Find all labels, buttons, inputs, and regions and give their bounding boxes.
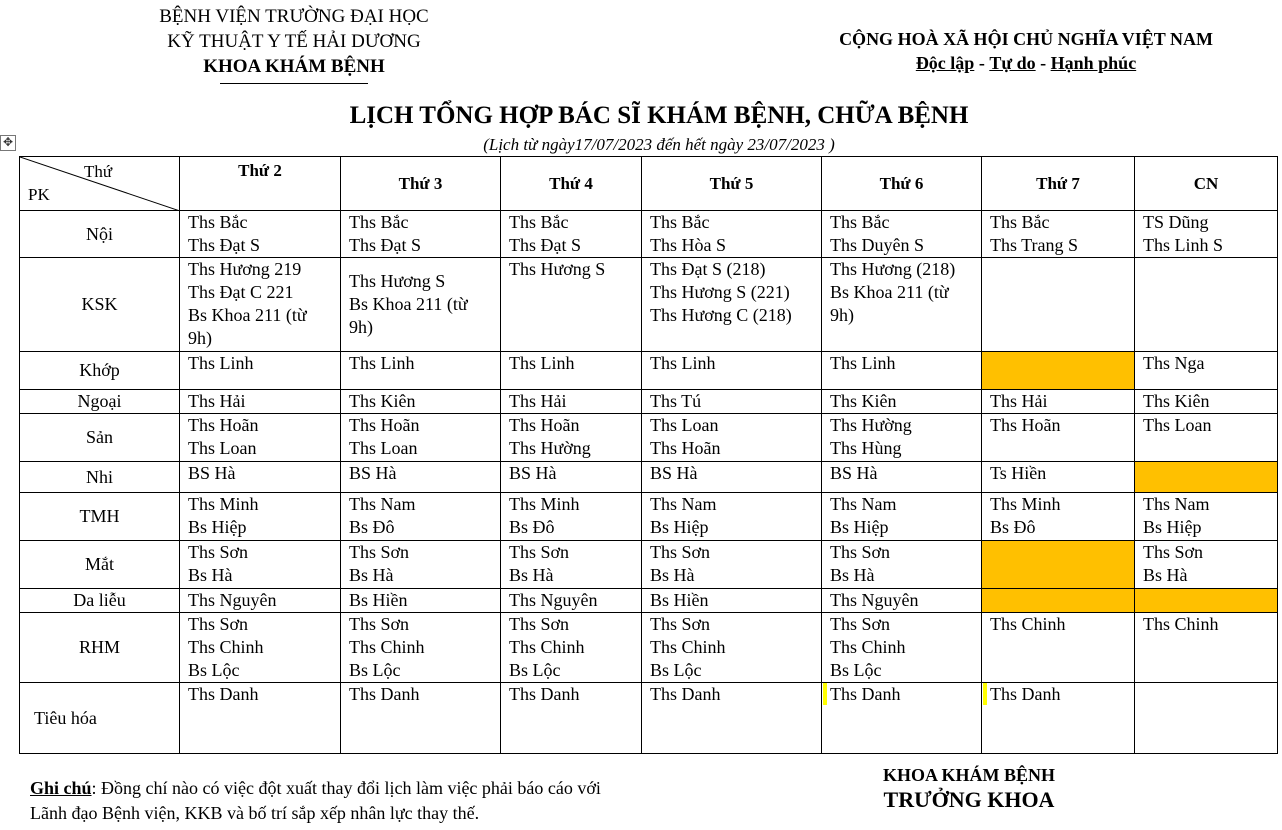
doctor-entry: Bs Hà <box>509 565 554 585</box>
schedule-cell <box>501 493 642 541</box>
schedule-cell <box>642 258 822 352</box>
doctor-entry: Ths Chinh <box>188 637 264 657</box>
schedule-cell <box>982 493 1135 541</box>
doctor-entry: Ths Bắc <box>349 212 409 232</box>
doctor-entry: Bs Hiệp <box>1143 517 1202 537</box>
schedule-cell <box>982 414 1135 462</box>
note <box>30 776 630 826</box>
doctor-entry: Bs Hà <box>349 565 394 585</box>
doctor-entry: Bs Lộc <box>349 660 401 680</box>
doctor-entry: Bs Hiền <box>650 590 709 610</box>
schedule-cell <box>982 211 1135 258</box>
doctor-entry: Ths Chinh <box>990 614 1066 634</box>
doctor-entry: Ths Bắc <box>509 212 569 232</box>
doctor-entry: Ths Sơn <box>188 542 249 562</box>
schedule-cell <box>982 683 1135 754</box>
doctor-entry: Bs Hà <box>650 565 695 585</box>
corner-clinic-label: PK <box>28 185 50 204</box>
doctor-entry: Bs Hà <box>188 565 233 585</box>
schedule-cell <box>501 211 642 258</box>
doctor-entry: Ths Bắc <box>830 212 890 232</box>
doctor-entry: Bs Lộc <box>509 660 561 680</box>
day-header: Thứ 6 <box>822 157 982 211</box>
schedule-cell <box>501 541 642 589</box>
highlight-marker <box>983 683 987 705</box>
clinic-name: Ngoại <box>20 390 180 414</box>
doctor-entry: Ts Hiền <box>990 463 1047 483</box>
doctor-entry: Bs Khoa 211 (từ 9h) <box>188 305 307 348</box>
national-header <box>806 27 1246 75</box>
schedule-cell <box>642 211 822 258</box>
doctor-entry: Ths Chinh <box>509 637 585 657</box>
clinic-name: Khớp <box>20 352 180 390</box>
doctor-entry: Ths Nguyên <box>188 590 277 610</box>
doctor-entry: Ths Sơn <box>650 542 711 562</box>
motto-happiness: Hạnh phúc <box>1050 53 1137 73</box>
doctor-entry: Ths Chinh <box>349 637 425 657</box>
doctor-entry: Ths Tú <box>650 391 702 411</box>
clinic-row <box>20 462 1278 493</box>
clinic-name: RHM <box>20 613 180 683</box>
schedule-cell <box>822 211 982 258</box>
doctor-entry: Ths Nam <box>349 494 416 514</box>
doctor-entry: Ths Minh <box>188 494 259 514</box>
doctor-entry: Ths Kiên <box>830 391 897 411</box>
schedule-cell <box>341 493 501 541</box>
doctor-entry: Ths Linh <box>650 353 716 373</box>
department-underline <box>220 83 368 84</box>
schedule-cell <box>180 589 341 613</box>
note-label: Ghi chú <box>30 778 92 798</box>
doctor-entry: Ths Nga <box>1143 353 1205 373</box>
doctor-entry: Ths Hoãn <box>349 415 420 435</box>
doctor-entry: BS Hà <box>830 463 878 483</box>
schedule-cell <box>501 462 642 493</box>
clinic-name: Nhi <box>20 462 180 493</box>
doctor-entry: Bs Khoa 211 (từ 9h) <box>830 282 949 325</box>
schedule-cell <box>341 390 501 414</box>
schedule-cell <box>642 589 822 613</box>
clinic-row <box>20 541 1278 589</box>
schedule-cell <box>642 683 822 754</box>
motto-freedom: Tự do <box>989 53 1036 73</box>
schedule-cell <box>1135 390 1278 414</box>
schedule-cell <box>1135 613 1278 683</box>
doctor-entry: Ths Nguyên <box>509 590 598 610</box>
schedule-cell <box>180 462 341 493</box>
doctor-entry: Bs Lộc <box>650 660 702 680</box>
header-row <box>20 157 1278 211</box>
doctor-entry: Ths Sơn <box>509 614 570 634</box>
schedule-cell <box>642 352 822 390</box>
schedule-cell <box>642 414 822 462</box>
schedule-cell <box>341 613 501 683</box>
doctor-entry: Ths Bắc <box>650 212 710 232</box>
schedule-cell <box>982 390 1135 414</box>
doctor-entry: Ths Đạt S (218) <box>650 259 766 279</box>
schedule-cell <box>180 683 341 754</box>
doctor-entry: Ths Hương (218) <box>830 259 956 279</box>
schedule-cell <box>501 589 642 613</box>
schedule-cell <box>501 683 642 754</box>
doctor-entry: Ths Kiên <box>349 391 416 411</box>
doctor-entry: Ths Đạt S <box>188 235 260 255</box>
doctor-entry: Bs Hiệp <box>650 517 709 537</box>
doctor-entry: Bs Lộc <box>188 660 240 680</box>
clinic-name: TMH <box>20 493 180 541</box>
schedule-cell <box>1135 589 1278 613</box>
nation-name: CỘNG HOÀ XÃ HỘI CHỦ NGHĨA VIỆT NAM <box>839 29 1213 49</box>
doctor-entry: Ths Linh <box>830 353 896 373</box>
schedule-cell <box>341 352 501 390</box>
doctor-entry: Ths Sơn <box>830 614 891 634</box>
schedule-cell <box>1135 352 1278 390</box>
document-title: LỊCH TỔNG HỢP BÁC SĨ KHÁM BỆNH, CHỮA BỆNH <box>349 102 969 129</box>
schedule-cell <box>822 683 982 754</box>
doctor-entry: BS Hà <box>349 463 397 483</box>
doctor-entry: Ths Hương S <box>349 271 446 291</box>
doctor-entry: Ths Hải <box>990 391 1048 411</box>
schedule-cell <box>982 589 1135 613</box>
motto-separator: - <box>1035 53 1051 73</box>
clinic-name: Nội <box>20 211 180 258</box>
doctor-entry: Ths Minh <box>509 494 580 514</box>
doctor-entry: Ths Hùng <box>830 438 902 458</box>
schedule-cell <box>180 258 341 352</box>
doctor-entry: Ths Hương S <box>509 259 606 279</box>
doctor-entry: Ths Hương C (218) <box>650 305 792 325</box>
doctor-entry: TS Dũng <box>1143 212 1209 232</box>
doctor-entry: Ths Linh <box>509 353 575 373</box>
doctor-entry: Ths Sơn <box>349 542 410 562</box>
schedule-cell <box>501 613 642 683</box>
doctor-entry: Ths Hòa S <box>650 235 726 255</box>
hospital-name-line1: BỆNH VIỆN TRƯỜNG ĐẠI HỌC <box>159 6 429 27</box>
doctor-entry: Ths Hương S (221) <box>650 282 790 302</box>
doctor-entry: Ths Linh <box>349 353 415 373</box>
day-header: Thứ 5 <box>642 157 822 211</box>
schedule-cell <box>822 493 982 541</box>
schedule-cell <box>642 541 822 589</box>
schedule-cell <box>822 541 982 589</box>
corner-day-label: Thứ <box>84 162 113 181</box>
doctor-entry: Ths Hoãn <box>509 415 580 435</box>
clinic-row <box>20 352 1278 390</box>
doctor-entry: Ths Minh <box>990 494 1061 514</box>
doctor-entry: Ths Chinh <box>830 637 906 657</box>
schedule-cell <box>822 414 982 462</box>
schedule-cell <box>180 211 341 258</box>
schedule-cell <box>341 462 501 493</box>
doctor-entry: Ths Hoãn <box>188 415 259 435</box>
schedule-cell <box>341 414 501 462</box>
schedule-cell <box>501 390 642 414</box>
schedule-cell <box>822 462 982 493</box>
clinic-name: KSK <box>20 258 180 352</box>
clinic-name: Da liễu <box>20 589 180 613</box>
schedule-cell <box>501 414 642 462</box>
national-motto <box>806 51 1246 75</box>
doctor-entry: Ths Hoãn <box>990 415 1061 435</box>
doctor-entry: Ths Sơn <box>830 542 891 562</box>
doctor-entry: Ths Danh <box>188 684 259 704</box>
schedule-cell <box>341 541 501 589</box>
doctor-entry: Ths Nam <box>1143 494 1210 514</box>
doctor-entry: Bs Hiệp <box>830 517 889 537</box>
schedule-cell <box>982 541 1135 589</box>
highlight-marker <box>823 683 827 705</box>
day-header: Thứ 4 <box>501 157 642 211</box>
doctor-entry: BS Hà <box>188 463 236 483</box>
doctor-entry: Ths Sơn <box>650 614 711 634</box>
doctor-entry: Bs Hiền <box>349 590 408 610</box>
doctor-entry: Ths Nam <box>650 494 717 514</box>
clinic-name: Tiêu hóa <box>20 683 180 754</box>
doctor-entry: Ths Kiên <box>1143 391 1210 411</box>
schedule-cell <box>982 352 1135 390</box>
schedule-cell <box>822 352 982 390</box>
schedule-cell <box>822 390 982 414</box>
schedule-cell <box>341 211 501 258</box>
doctor-entry: Ths Bắc <box>990 212 1050 232</box>
doctor-entry: BS Hà <box>650 463 698 483</box>
schedule-cell <box>822 589 982 613</box>
schedule-cell <box>642 390 822 414</box>
corner-header-cell <box>20 157 180 211</box>
motto-separator: - <box>974 53 990 73</box>
doctor-entry: Bs Lộc <box>830 660 882 680</box>
schedule-cell <box>982 258 1135 352</box>
schedule-cell <box>341 258 501 352</box>
motto-independence: Độc lập <box>915 53 975 73</box>
schedule-cell <box>1135 462 1278 493</box>
doctor-entry: Ths Hải <box>188 391 246 411</box>
doctor-entry: Bs Đô <box>509 517 555 537</box>
doctor-entry: Bs Hà <box>830 565 875 585</box>
day-header: Thứ 7 <box>982 157 1135 211</box>
doctor-entry: Ths Linh S <box>1143 235 1224 255</box>
doctor-entry: Ths Loan <box>349 438 418 458</box>
hospital-name-line2: KỸ THUẬT Y TẾ HẢI DƯƠNG <box>167 31 421 52</box>
schedule-cell <box>1135 211 1278 258</box>
day-header: Thứ 3 <box>341 157 501 211</box>
clinic-row <box>20 493 1278 541</box>
doctor-entry: Ths Đạt C 221 <box>188 282 294 302</box>
schedule-cell <box>501 352 642 390</box>
schedule-cell <box>822 613 982 683</box>
note-text: : Đồng chí nào có việc đột xuất thay đổi lịch làm việc phải báo cáo với Lãnh đạo Bệnh viện, KKB và bố trí sắp xếp nhân lực thay thế. <box>30 778 601 823</box>
doctor-entry: Ths Nam <box>830 494 897 514</box>
doctor-entry: Ths Duyên S <box>830 235 924 255</box>
schedule-table <box>19 156 1278 754</box>
doctor-entry: Ths Danh <box>509 684 580 704</box>
doctor-entry: BS Hà <box>509 463 557 483</box>
signature-department: KHOA KHÁM BỆNH <box>882 765 1055 785</box>
schedule-cell <box>1135 258 1278 352</box>
day-header: CN <box>1135 157 1278 211</box>
schedule-cell <box>501 258 642 352</box>
doctor-entry: Ths Hoãn <box>650 438 721 458</box>
schedule-cell <box>982 613 1135 683</box>
doctor-entry: Bs Đô <box>349 517 395 537</box>
doctor-entry: Ths Trang S <box>990 235 1079 255</box>
doctor-entry: Ths Danh <box>349 684 420 704</box>
doctor-entry: Ths Đạt S <box>509 235 581 255</box>
doctor-entry: Ths Sơn <box>509 542 570 562</box>
doctor-entry: Ths Hải <box>509 391 567 411</box>
doctor-entry: Ths Bắc <box>188 212 248 232</box>
clinic-row <box>20 211 1278 258</box>
clinic-row <box>20 613 1278 683</box>
doctor-entry: Ths Danh <box>650 684 721 704</box>
doctor-entry: Ths Danh <box>830 684 901 704</box>
doctor-entry: Ths Hương 219 <box>188 259 302 279</box>
day-header: Thứ 2 <box>180 157 341 211</box>
doctor-entry: Ths Sơn <box>188 614 249 634</box>
doctor-entry: Bs Khoa 211 (từ 9h) <box>349 294 468 337</box>
schedule-cell <box>642 462 822 493</box>
doctor-entry: Ths Hường <box>509 438 591 458</box>
schedule-cell <box>180 613 341 683</box>
schedule-cell <box>180 493 341 541</box>
doctor-entry: Ths Loan <box>1143 415 1212 435</box>
department-name: KHOA KHÁM BỆNH <box>203 56 385 77</box>
schedule-cell <box>1135 493 1278 541</box>
schedule-cell <box>180 390 341 414</box>
doctor-entry: Ths Loan <box>188 438 257 458</box>
signature-block <box>840 763 1098 813</box>
doctor-entry: Ths Sơn <box>349 614 410 634</box>
clinic-row <box>20 390 1278 414</box>
schedule-cell <box>982 462 1135 493</box>
doctor-entry: Ths Danh <box>990 684 1061 704</box>
schedule-cell <box>642 493 822 541</box>
document-subtitle: (Lịch từ ngày17/07/2023 đến hết ngày 23/07/2023 ) <box>483 135 835 154</box>
doctor-entry: Bs Đô <box>990 517 1036 537</box>
schedule-cell <box>180 541 341 589</box>
signature-role: TRƯỞNG KHOA <box>883 787 1055 812</box>
doctor-entry: Ths Chinh <box>650 637 726 657</box>
clinic-name: Mắt <box>20 541 180 589</box>
clinic-row <box>20 258 1278 352</box>
doctor-entry: Bs Hà <box>1143 565 1188 585</box>
doctor-entry: Ths Hường <box>830 415 912 435</box>
hospital-header <box>134 4 454 79</box>
table-move-handle-icon[interactable]: ✥ <box>0 135 16 151</box>
schedule-cell <box>180 352 341 390</box>
schedule-cell <box>341 683 501 754</box>
doctor-entry: Bs Hiệp <box>188 517 247 537</box>
schedule-cell <box>341 589 501 613</box>
doctor-entry: Ths Sơn <box>1143 542 1204 562</box>
doctor-entry: Ths Linh <box>188 353 254 373</box>
schedule-cell <box>180 414 341 462</box>
doctor-entry: Ths Nguyên <box>830 590 919 610</box>
schedule-cell <box>822 258 982 352</box>
schedule-cell <box>1135 541 1278 589</box>
clinic-row <box>20 414 1278 462</box>
schedule-cell <box>642 613 822 683</box>
doctor-entry: Ths Đạt S <box>349 235 421 255</box>
doctor-entry: Ths Chinh <box>1143 614 1219 634</box>
schedule-cell <box>1135 683 1278 754</box>
doctor-entry: Ths Loan <box>650 415 719 435</box>
schedule-cell <box>1135 414 1278 462</box>
clinic-row <box>20 683 1278 754</box>
clinic-name: Sản <box>20 414 180 462</box>
clinic-row <box>20 589 1278 613</box>
